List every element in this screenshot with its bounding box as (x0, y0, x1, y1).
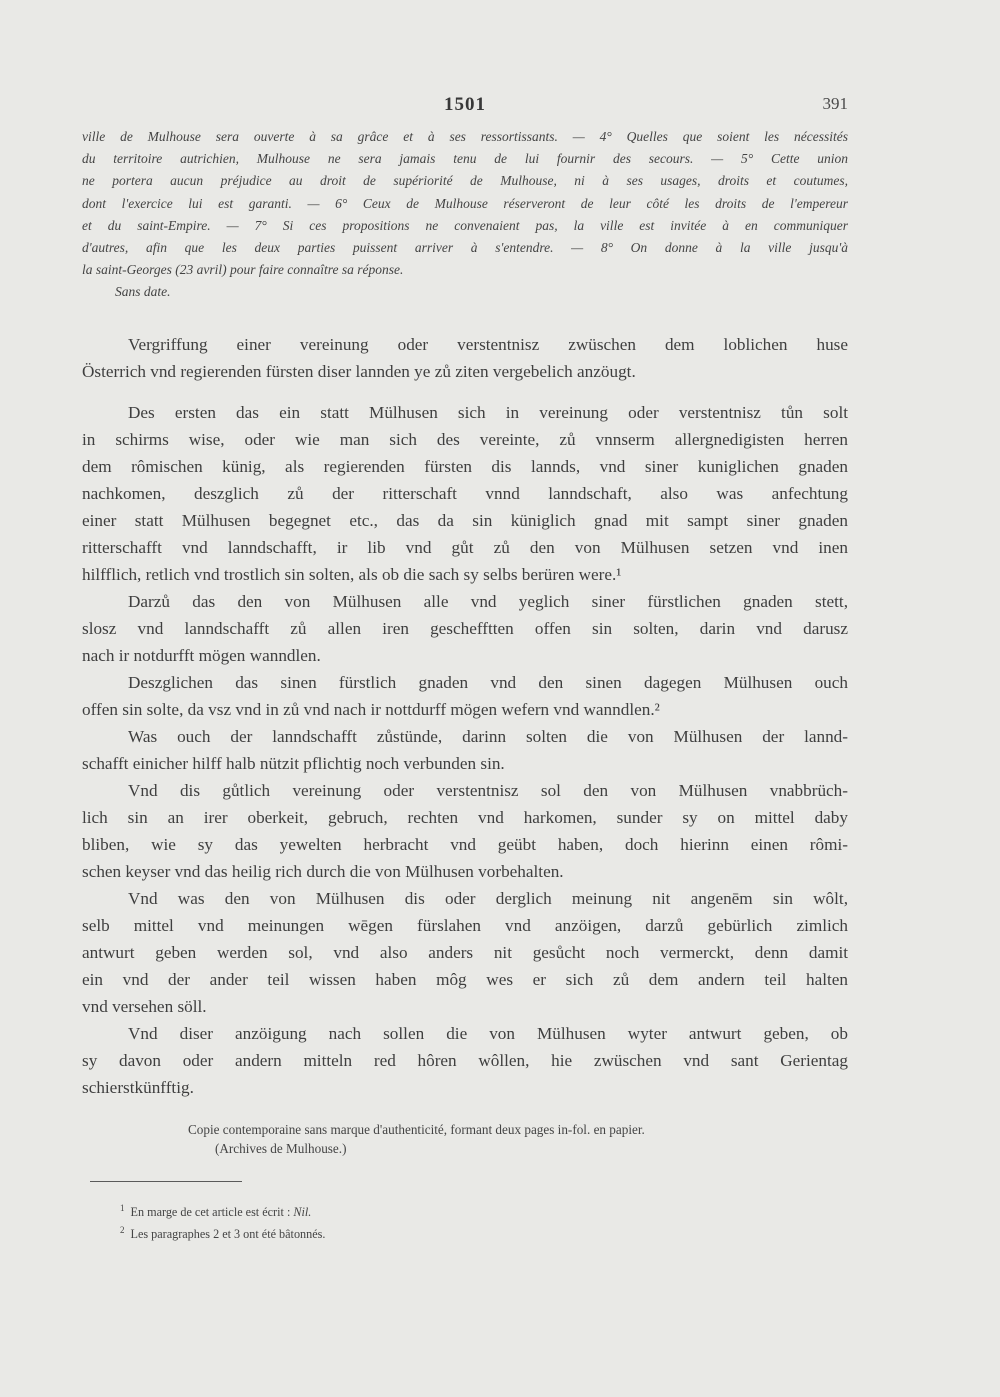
summary-line: d'autres, afin que les deux parties puissent arriver à s'entendre. — 8° On donne à la ville jusqu'à (82, 239, 848, 255)
paragraph-line: einer statt Mülhusen begegnet etc., das da sin küniglich gnad mit sampt siner gnaden (82, 511, 848, 530)
footnote-1 (120, 1201, 720, 1223)
document-title (82, 331, 848, 385)
paragraph-line: Vnd was den von Mülhusen dis oder derglich meinung nit angenēm sin wôlt, (128, 889, 848, 908)
paragraph-line: Darzů das den von Mülhusen alle vnd yeglich siner fürstlichen gnaden stett, (128, 592, 848, 611)
paragraph-line: ritterschafft vnd lanndschafft, ir lib vnd gůt zů den von Mülhusen setzen vnd inen (82, 538, 848, 557)
footnote-text: Les paragraphes 2 et 3 ont été bâtonnés. (130, 1227, 326, 1241)
paragraph-line: lich sin an irer oberkeit, gebruch, rechten vnd harkomen, sunder sy on mittel daby (82, 808, 848, 827)
paragraph-line: in schirms wise, oder wie man sich des vereinte, zů vnnserm allergnedigisten herren (82, 430, 848, 449)
paragraph-line: Vnd diser anzöigung nach sollen die von Mülhusen wyter antwurt geben, ob (128, 1024, 848, 1043)
summary-line: la saint-Georges (23 avril) pour faire connaître sa réponse. (82, 262, 404, 278)
paragraph-line: nachkomen, deszglich zů der ritterschaft vnnd lanndschaft, also was anfechtung (82, 484, 848, 503)
footnote-mark: 1 (120, 1202, 125, 1213)
paragraph-7 (82, 1020, 848, 1101)
paragraph-line: slosz vnd lanndschafft zů allen iren geschefftten offen sin solten, darin vnd darusz (82, 619, 848, 638)
paragraph-2 (82, 588, 848, 669)
summary-line: ne portera aucun préjudice au droit de supériorité de Mulhouse, ni à ses usages, droits et coutumes, (82, 173, 848, 189)
paragraph-line: dem rômischen künig, als regierenden fürsten dis lannds, vnd siner kuniglichen gnaden (82, 457, 848, 476)
paragraph-6 (82, 885, 848, 1020)
paragraph-line: schafft einicher hilff halb nützit pflichtig noch verbunden sin. (82, 754, 505, 773)
source-line: Copie contemporaine sans marque d'authenticité, formant deux pages in-fol. en papier. (188, 1122, 645, 1137)
document-body (82, 331, 848, 1101)
title-line: Österrich vnd regierenden fürsten diser lannden ye zů ziten vergebelich anzöugt. (82, 362, 636, 381)
footnote-text: En marge de cet article est écrit : (130, 1205, 294, 1219)
page-number: 391 (822, 94, 848, 113)
summary-line: et du saint-Empire. — 7° Si ces propositions ne convenaient pas, la ville est invitée à en communiquer (82, 217, 848, 233)
paragraph-line: antwurt geben werden sol, vnd also anders nit gesůcht noch vermerckt, denn damit (82, 943, 848, 962)
paragraph-line: Des ersten das ein statt Mülhusen sich in vereinung oder verstentnisz tůn solt (128, 403, 848, 422)
source-note (188, 1120, 850, 1158)
footnote-mark: 2 (120, 1224, 125, 1235)
title-line: Vergriffung einer vereinung oder verstentnisz zwüschen dem loblichen huse (128, 335, 848, 354)
paragraph-line: nach ir notdurfft mögen wanndlen. (82, 646, 321, 665)
summary-line: du territoire autrichien, Mulhouse ne sera jamais tenu de lui fournir des secours. — 5° Cette union (82, 151, 848, 167)
paragraph-line: ein vnd der ander teil wissen haben môg wes er sich zů dem andern teil halten (82, 970, 848, 989)
french-summary (82, 126, 848, 304)
paragraph-line: hilfflich, retlich vnd trostlich sin solten, als ob die sach sy selbs berüren were.¹ (82, 565, 622, 584)
paragraph-line: offen sin solte, da vsz vnd in zů vnd nach ir nottdurff mögen wefern vnd wanndlen.² (82, 700, 660, 719)
page-header (82, 94, 848, 118)
paragraph-line: schierstkünfftig. (82, 1078, 194, 1097)
footnote-emphasis: Nil. (293, 1205, 312, 1219)
summary-line: dont l'exercice lui est garanti. — 6° Ceux de Mulhouse réserveront de leur côté les droits de l'empereur (82, 195, 848, 211)
summary-line: ville de Mulhouse sera ouverte à sa grâce et à ses ressortissants. — 4° Quelles que soient les nécessités (82, 129, 848, 144)
paragraph-5 (82, 777, 848, 885)
paragraph-4 (82, 723, 848, 777)
paragraph-1 (82, 399, 848, 588)
paragraph-line: Vnd dis gůtlich vereinung oder verstentnisz sol den von Mülhusen vnabbrüch- (128, 781, 848, 800)
paragraph-line: schen keyser vnd das heilig rich durch die von Mülhusen vorbehalten. (82, 862, 564, 881)
paragraph-line: vnd versehen söll. (82, 997, 207, 1016)
page-year: 1501 (444, 94, 486, 115)
paragraph-line: sy davon oder andern mitteln red hôren wôllen, hie zwüschen vnd sant Gerientag (82, 1051, 848, 1070)
paragraph-line: Deszglichen das sinen fürstlich gnaden vnd den sinen dagegen Mülhusen ouch (128, 673, 848, 692)
footnote-divider (90, 1181, 242, 1182)
summary-date: Sans date. (115, 284, 171, 300)
footnote-2 (120, 1223, 720, 1245)
paragraph-line: bliben, wie sy das yewelten herbracht vnd geübt haben, doch hierinn einen rômi- (82, 835, 848, 854)
paragraph-line: selb mittel vnd meinungen wēgen fürslahen vnd anzöigen, darzů gebürlich zimlich (82, 916, 848, 935)
source-archive: (Archives de Mulhouse.) (215, 1141, 347, 1156)
paragraph-line: Was ouch der lanndschafft zůstünde, darinn solten die von Mülhusen der lannd- (128, 727, 848, 746)
footnotes (120, 1201, 720, 1245)
paragraph-3 (82, 669, 848, 723)
